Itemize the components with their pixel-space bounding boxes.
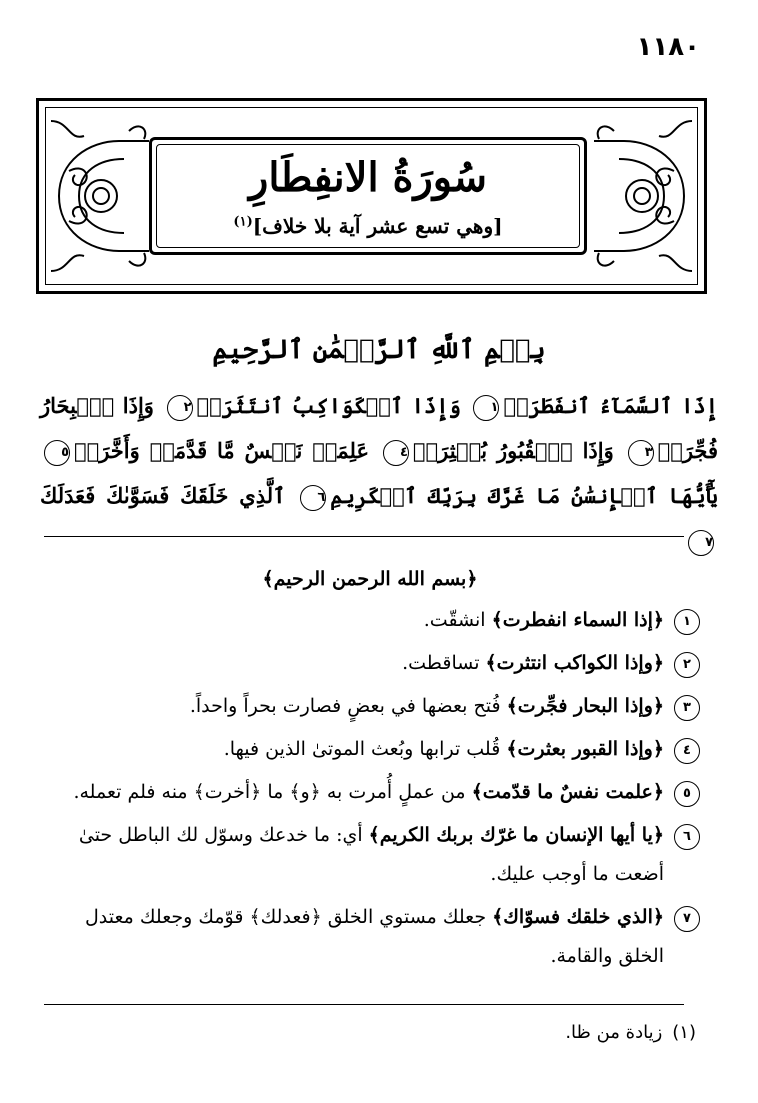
commentary-item (40, 687, 700, 726)
commentary-section (40, 560, 700, 980)
basmala: بِسۡمِ ٱللَّهِ ٱلرَّحۡمَٰنِ ٱلرَّحِيمِ (212, 335, 546, 365)
page-number: ١١٨٠ (636, 32, 700, 62)
commentary-text: فُتح بعضها في بعضٍ فصارت بحراً واحداً. (189, 695, 507, 717)
verse-text: عَلِمَتۡ نَفۡسٌ مَّا قَدَّمَتۡ وَأَخَّرَتۡ (74, 438, 370, 463)
section-divider (44, 536, 684, 537)
footnote-text: زيادة من ظا. (565, 1022, 663, 1043)
commentary-text: انشقّت. (423, 609, 492, 631)
surah-subtitle (152, 214, 584, 238)
commentary-item (40, 898, 700, 976)
commentary-item (40, 644, 700, 683)
commentary-number: ٥ (674, 781, 700, 807)
ayah-number: ٤ (383, 440, 409, 466)
commentary-item (40, 773, 700, 812)
verse-text: وَإِذَا ٱلۡقُبُورُ بُعۡثِرَتۡ (412, 438, 614, 463)
commentary-number: ١ (674, 609, 700, 635)
commentary-quote: ﴿وإذا البحار فجِّرت﴾ (506, 695, 664, 717)
ayah-number: ٦ (300, 485, 326, 511)
commentary-number: ٧ (674, 906, 700, 932)
verse-text: يَٰٓأَيُّهَا ٱلۡإِنسَٰنُ مَا غَرَّكَ بِرَبِّكَ ٱلۡكَرِيمِ (330, 483, 718, 508)
ayah-number: ١ (473, 395, 499, 421)
subtitle-text: [وهي تسع عشر آية بلا خلاف] (252, 214, 503, 238)
commentary-number: ٤ (674, 738, 700, 764)
verse-text: إِذَا ٱلسَّمَآءُ ٱنفَطَرَتۡ (503, 393, 719, 418)
commentary-quote: ﴿وإذا الكواكب انتثرت﴾ (485, 652, 664, 674)
commentary-quote: ﴿وإذا القبور بعثرت﴾ (506, 738, 664, 760)
footnote-marker: (١) (233, 214, 253, 230)
footnote (565, 1022, 696, 1043)
surah-header-frame (36, 98, 707, 294)
commentary-text: قُلب ترابها وبُعث الموتىٰ الذين فيها. (223, 738, 507, 760)
commentary-heading: ﴿بسم الله الرحمن الرحيم﴾ (262, 568, 478, 590)
verse-text: وَإِذَا ٱلۡبِحَارُ فُجِّرَتۡ (40, 393, 719, 463)
commentary-number: ٢ (674, 652, 700, 678)
commentary-text: جعلك مستوي الخلق ﴿فعدلك﴾ قوّمك وجعلك معتدل الخلق والقامة. (85, 906, 664, 967)
commentary-text: أي: ما خدعك وسوّل لك الباطل حتىٰ أضعت ما أوجب عليك. (78, 824, 664, 885)
commentary-text: تساقطت. (402, 652, 486, 674)
commentary-number: ٦ (674, 824, 700, 850)
commentary-quote: ﴿إذا السماء انفطرت﴾ (491, 609, 664, 631)
title-cartouche (149, 137, 587, 255)
ayah-number: ٥ (44, 440, 70, 466)
ayah-number: ٣ (628, 440, 654, 466)
verse-text: ٱلَّذِي خَلَقَكَ فَسَوَّىٰكَ فَعَدَلَكَ (40, 483, 286, 508)
surah-title: سُورَةُ الانفِطَارِ (249, 154, 487, 201)
commentary-quote: ﴿يا أيها الإنسان ما غرّك بربك الكريم﴾ (368, 824, 664, 846)
commentary-item (40, 816, 700, 894)
commentary-text: من عملٍ أُمرت به ﴿و﴾ ما ﴿أخرت﴾ منه فلم تعمله. (73, 781, 472, 803)
commentary-number: ٣ (674, 695, 700, 721)
commentary-item (40, 601, 700, 640)
footnote-divider (44, 1004, 684, 1005)
ayah-number: ٧ (688, 530, 714, 556)
ayah-number: ٢ (167, 395, 193, 421)
footnote-number: (١) (672, 1022, 696, 1043)
commentary-quote: ﴿علمت نفسٌ ما قدّمت﴾ (471, 781, 664, 803)
verse-text: وَإِذَا ٱلۡكَوَاكِبُ ٱنتَثَرَتۡ (196, 393, 461, 418)
commentary-item (40, 730, 700, 769)
commentary-quote: ﴿الذي خلقك فسوّاك﴾ (492, 906, 664, 928)
